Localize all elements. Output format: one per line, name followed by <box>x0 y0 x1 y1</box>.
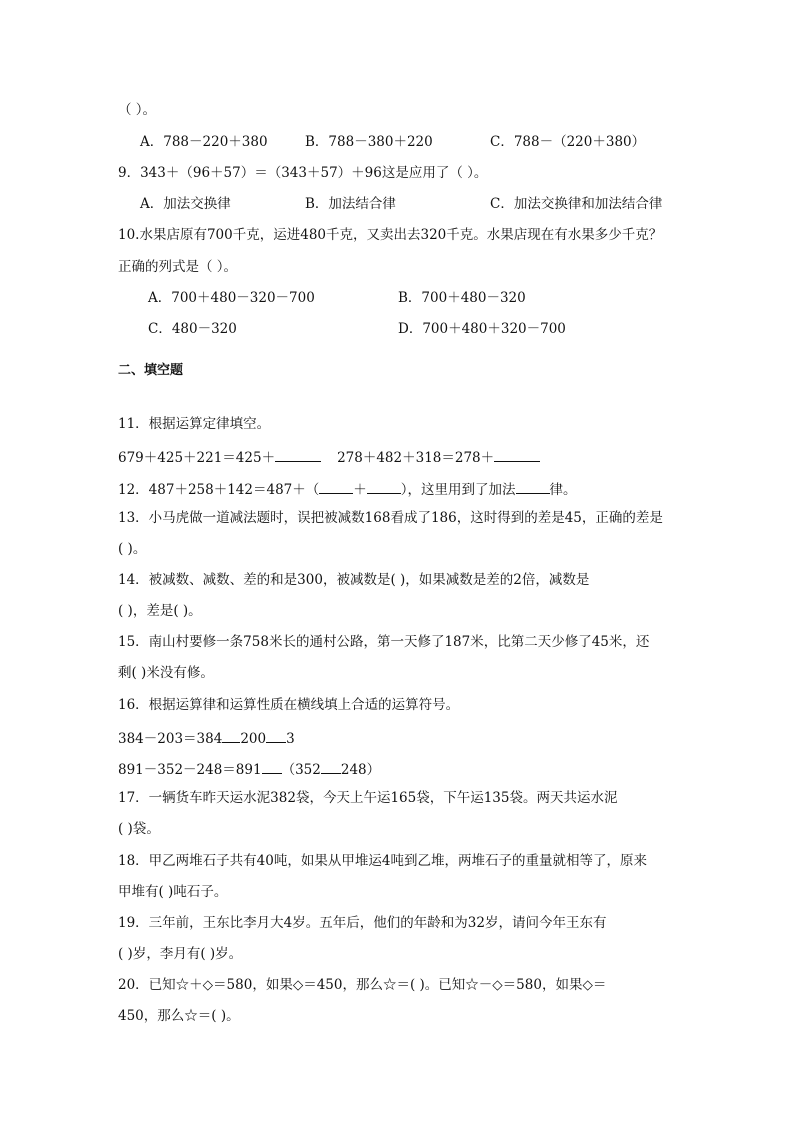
q16-b-part1: 891－352－248＝891 <box>118 762 262 778</box>
q9-text: 9．343＋（96＋57）＝（343＋57）＋96这是应用了（ ）。 <box>118 165 488 181</box>
q8-tail: （ ）。 <box>118 102 157 118</box>
q19-line1: 19．三年前，王东比李月大4岁。五年后，他们的年龄和为32岁，请问今年王东有 <box>118 915 607 931</box>
section-title: 二、填空题 <box>118 363 184 378</box>
q14-line2: ( )，差是( )。 <box>118 603 202 619</box>
q10-option-d: D．700＋480＋320－700 <box>398 321 566 337</box>
q16-b-part3: 248） <box>340 762 381 778</box>
q17-line1: 17．一辆货车昨天运水泥382袋，今天上午运165袋，下午运135袋。两天共运水泥 <box>118 790 618 806</box>
q11-blank-b[interactable] <box>494 449 540 462</box>
q8-option-b: B．788－380＋220 <box>305 134 433 150</box>
q12-blank-2[interactable] <box>367 481 401 494</box>
q10-line2: 正确的列式是（ ）。 <box>118 259 238 275</box>
q12-text <box>118 481 577 498</box>
q20-line2: 450，那么☆＝( )。 <box>118 1008 240 1024</box>
q16-eq-b <box>118 761 380 778</box>
q13-line2: ( )。 <box>118 541 147 557</box>
q16-b-blank2[interactable] <box>321 761 341 774</box>
q16-b-blank1[interactable] <box>262 761 282 774</box>
q16-a-blank1[interactable] <box>222 730 240 743</box>
q11-equations <box>118 449 540 466</box>
q10-line1: 10.水果店原有700千克，运进480千克，又卖出去320千克。水果店现在有水果多少千克？ <box>118 227 663 243</box>
q14-line1: 14．被减数、减数、差的和是300，被减数是( )，如果减数是差的2倍，减数是 <box>118 572 590 588</box>
q12-part-c: ），这里用到了加法 <box>400 482 516 498</box>
q12-blank-1[interactable] <box>319 481 353 494</box>
q11-blank-a[interactable] <box>275 449 321 462</box>
q20-line1: 20．已知☆＋◇＝580，如果◇＝450，那么☆＝( )。已知☆－◇＝580，如果◇＝ <box>118 977 607 993</box>
q16-text: 16．根据运算律和运算性质在横线填上合适的运算符号。 <box>118 697 460 713</box>
q12-part-a: 12．487＋258＋142＝487＋（ <box>118 482 320 498</box>
q10-option-a: A．700＋480－320－700 <box>148 290 315 306</box>
q13-line1: 13．小马虎做一道减法题时，误把被减数168看成了186，这时得到的差是45，正确的差是 <box>118 510 663 526</box>
q16-a-part1: 384－203＝384 <box>118 731 223 747</box>
q16-a-part2: 200 <box>240 731 267 747</box>
q11-eq-a: 679＋425＋221＝425＋ <box>118 450 276 466</box>
q8-option-c: C．788－（220＋380） <box>490 134 646 150</box>
q15-line1: 15．南山村要修一条758米长的通村公路，第一天修了187米，比第二天少修了45米，还 <box>118 634 650 650</box>
q16-b-part2: （352 <box>281 762 321 778</box>
q18-line2: 甲堆有( )吨石子。 <box>118 884 228 900</box>
q16-eq-a <box>118 730 295 747</box>
q16-a-part3: 3 <box>286 731 295 747</box>
q8-option-a: A．788－220＋380 <box>140 134 268 150</box>
q9-option-a: A．加法交换律 <box>140 196 231 212</box>
q10-option-c: C．480－320 <box>148 321 237 337</box>
q9-option-c: C．加法交换律和加法结合律 <box>490 196 663 212</box>
q18-line1: 18．甲乙两堆石子共有40吨，如果从甲堆运4吨到乙堆，两堆石子的重量就相等了，原来 <box>118 853 647 869</box>
q15-line2: 剩( )米没有修。 <box>118 665 214 681</box>
q17-line2: ( )袋。 <box>118 821 160 837</box>
q10-option-b: B．700＋480－320 <box>398 290 526 306</box>
q11-eq-b: 278＋482＋318＝278＋ <box>337 450 495 466</box>
q12-part-d: 律。 <box>549 482 577 498</box>
q11-text: 11．根据运算定律填空。 <box>118 416 271 432</box>
q16-a-blank2[interactable] <box>266 730 286 743</box>
q12-part-b: ＋ <box>353 482 367 498</box>
q19-line2: ( )岁，李月有( )岁。 <box>118 946 243 962</box>
q9-option-b: B．加法结合律 <box>305 196 396 212</box>
q12-blank-3[interactable] <box>516 481 550 494</box>
